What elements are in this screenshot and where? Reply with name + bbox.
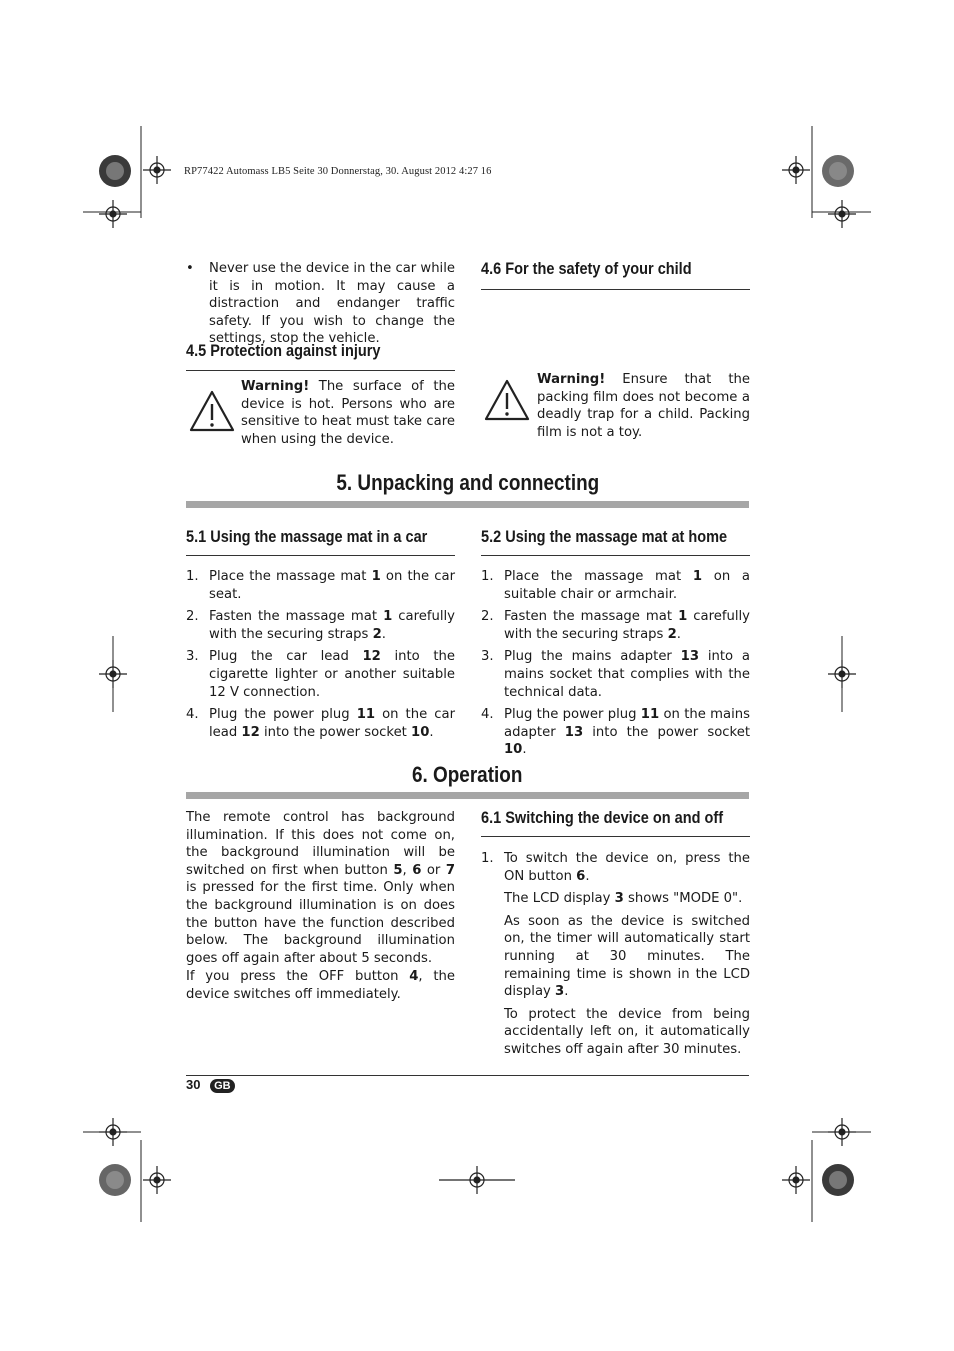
step-text [504, 649, 750, 699]
part-reference: 1 [692, 569, 703, 584]
text-run: , the device switches off immediately. [186, 969, 455, 1002]
heading-car: 5.1 Using the massage mat in a car [186, 528, 428, 546]
part-reference: 7 [445, 862, 456, 878]
text-run: into a mains socket that complies with the technical data. [504, 649, 750, 700]
heading-child-safety: 4.6 For the safety of your child [481, 260, 692, 278]
part-reference: 11 [356, 707, 376, 723]
part-reference: 5 [393, 862, 403, 878]
warning-text [537, 371, 750, 441]
text-run: The LCD display [504, 891, 615, 907]
language-badge: GB [210, 1079, 235, 1093]
text-run: or [421, 862, 446, 878]
text-run: into the power socket [583, 724, 750, 740]
text-run: If you press the OFF button [186, 969, 410, 985]
part-reference: 13 [564, 724, 584, 740]
text-run: As soon as the device is switched on, the timer will automatically start running at 30 minutes. The remaining time is shown in the LCD display [504, 913, 750, 1000]
list-item [481, 850, 750, 885]
heading-rule [186, 555, 455, 556]
step-text [209, 649, 455, 699]
text-run: into the cigarette lighter or another suitable 12 V connection. [209, 649, 455, 700]
step-item [186, 706, 455, 741]
section-rule [186, 501, 749, 508]
warning-body: The surface of the device is hot. Persons who are sensitive to heat must take care when using the device. [241, 379, 455, 447]
part-reference: 1 [678, 609, 688, 625]
part-reference: 4 [409, 969, 419, 985]
heading-rule [186, 370, 455, 371]
switching-content [481, 850, 750, 1059]
text-run: on the car seat. [209, 569, 455, 602]
step-number: 1. [186, 569, 199, 584]
step-text [504, 609, 750, 642]
step-number: 2. [186, 609, 199, 625]
list-item [186, 260, 455, 348]
step-number: 2. [481, 609, 494, 625]
text-run: into the power socket [259, 724, 412, 740]
heading-rule [481, 555, 750, 556]
text-run: . [522, 742, 527, 758]
step-list [186, 568, 455, 741]
text-run: . [429, 724, 434, 740]
text-run: . [585, 868, 590, 884]
part-reference: 13 [680, 649, 700, 665]
off-paragraph [186, 968, 455, 1003]
text-run: carefully with the securing straps [504, 609, 750, 642]
step-number: 3. [481, 649, 494, 665]
step-number: 4. [186, 707, 199, 723]
step-item [186, 648, 455, 701]
page-footer [186, 1077, 235, 1093]
step-text [504, 707, 750, 757]
car-steps [186, 568, 455, 746]
bullet-text: Never use the device in the car while it is in motion. It may cause a distraction and endanger traffic safety. If you wish to change the settings, stop the vehicle. [209, 261, 455, 347]
text-run: carefully with the securing straps [209, 609, 455, 642]
section-rule [186, 792, 749, 799]
text-run: Plug the power plug [209, 707, 357, 723]
home-steps [481, 568, 750, 764]
footer-rule [186, 1075, 749, 1076]
step-item [481, 608, 750, 643]
top-left-column [186, 260, 455, 348]
text-run: on the mains adapter [504, 707, 751, 740]
step-number: 4. [481, 707, 494, 723]
step-text [504, 851, 750, 884]
text-run: The remote control has background illumination. If this does not come on, the background illumination will be switched on first when button [186, 810, 455, 878]
text-run: . [676, 626, 681, 642]
step-list [481, 568, 750, 759]
print-header: RP77422 Automass LB5 Seite 30 Donnerstag, 30. August 2012 4:27 16 [184, 166, 492, 177]
warning-text [241, 378, 455, 448]
warning-box-child [481, 371, 750, 445]
section-title-unpacking [186, 470, 749, 496]
heading-rule [481, 836, 750, 837]
step-item [186, 568, 455, 603]
text-run: . [381, 626, 386, 642]
part-reference: 10 [504, 742, 523, 758]
part-reference: 2 [667, 626, 677, 642]
text-run: on a suitable chair or armchair. [504, 569, 750, 602]
step-item [481, 568, 750, 603]
step-number: 3. [186, 649, 199, 665]
auto-off-paragraph [504, 1006, 750, 1059]
warning-label: Warning! [241, 379, 310, 394]
warning-triangle-icon [484, 379, 530, 421]
heading-rule [481, 289, 750, 290]
warning-body: Ensure that the packing film does not become a deadly trap for a child. Packing film is not a toy. [537, 372, 750, 440]
step-text [504, 569, 750, 602]
part-reference: 12 [362, 649, 381, 665]
text-run: Plug the power plug [504, 707, 641, 723]
text-run: . [564, 984, 569, 1000]
text-run: Place the massage mat [209, 569, 372, 584]
part-reference: 11 [640, 707, 660, 723]
text-run: , [402, 862, 413, 878]
warning-label: Warning! [537, 372, 606, 387]
page-number: 30 [186, 1077, 201, 1092]
part-reference: 6 [576, 868, 586, 884]
part-reference: 3 [614, 891, 624, 907]
section-title-operation [186, 762, 749, 788]
text-run: on the car lead [209, 707, 455, 740]
part-reference: 12 [241, 724, 260, 740]
text-run: Plug the mains adapter [504, 649, 681, 665]
heading-home: 5.2 Using the massage mat at home [481, 528, 728, 546]
warning-triangle-icon [189, 390, 235, 432]
step-item [186, 608, 455, 643]
part-reference: 10 [411, 724, 430, 740]
step-text [209, 707, 455, 740]
step-text [209, 609, 455, 642]
text-run: is pressed for the first time. Only when the background illumination is on does the button have the function described below. The background illumination goes off again after about 5 seconds. [186, 880, 455, 966]
operation-intro [186, 809, 455, 1004]
text-run: Plug the car lead [209, 649, 363, 665]
heading-protection-injury: 4.5 Protection against injury [186, 342, 381, 360]
text-run: To switch the device on, press the ON button [504, 851, 750, 884]
step-item [481, 648, 750, 701]
timer-paragraph [504, 913, 750, 1001]
text-run: To protect the device from being accidentally left on, it automatically switches off again after 30 minutes. [504, 1006, 750, 1057]
bullet: • [186, 261, 194, 276]
section-title-text: 6. Operation [412, 762, 523, 787]
part-reference: 3 [555, 984, 565, 1000]
step-number: 1. [481, 569, 494, 584]
part-reference: 1 [383, 609, 393, 625]
text-run: shows "MODE 0". [623, 891, 743, 907]
intro-paragraph [186, 809, 455, 967]
text-run: Fasten the massage mat [209, 609, 384, 625]
step-text [209, 569, 455, 602]
text-run: Fasten the massage mat [504, 609, 679, 625]
part-reference: 2 [372, 626, 382, 642]
text-run: Place the massage mat [504, 569, 693, 584]
lcd-paragraph [504, 890, 750, 908]
heading-switching: 6.1 Switching the device on and off [481, 809, 724, 827]
part-reference: 6 [412, 862, 422, 878]
part-reference: 1 [371, 569, 381, 584]
step-item [481, 706, 750, 759]
step-number: 1. [481, 851, 494, 866]
warning-box-injury [186, 378, 455, 452]
section-title-text: 5. Unpacking and connecting [336, 470, 599, 495]
